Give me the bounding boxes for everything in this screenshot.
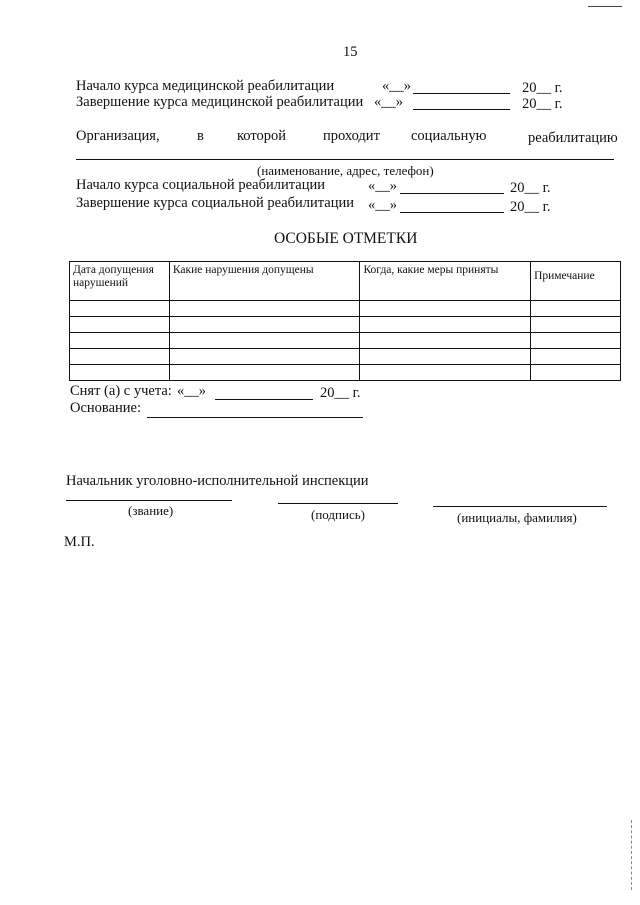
table-cell [360, 365, 531, 381]
social-end-label: Завершение курса социальной реабилитации [76, 195, 355, 211]
table-cell [360, 333, 531, 349]
deregistration-month-blank [215, 399, 313, 400]
stamp-place: М.П. [64, 534, 95, 550]
medical-end-month-blank [413, 109, 510, 110]
table-cell [531, 349, 621, 365]
table-cell [70, 349, 170, 365]
name-caption: (инициалы, фамилия) [457, 510, 577, 525]
table-cell [360, 349, 531, 365]
section-title: ОСОБЫЕ ОТМЕТКИ [274, 230, 418, 247]
table-cell [70, 301, 170, 317]
table-cell [169, 349, 360, 365]
table-cell [70, 365, 170, 381]
org-word-4: проходит [323, 128, 380, 144]
col-header-notes: Примечание [531, 262, 621, 301]
medical-start-year: 20__ г. [522, 80, 563, 96]
table-cell [70, 333, 170, 349]
table-cell [531, 301, 621, 317]
table-cell [360, 301, 531, 317]
social-start-month-blank [400, 193, 504, 194]
social-start-day: «__» [368, 178, 397, 194]
medical-end-year: 20__ г. [522, 96, 563, 112]
deregistration-label: Снят (а) с учета: [70, 383, 172, 399]
table-row [70, 349, 621, 365]
table-cell [531, 365, 621, 381]
signature-caption: (подпись) [311, 507, 365, 522]
scan-mark [588, 6, 622, 7]
social-start-label: Начало курса социальной реабилитации [76, 177, 325, 193]
medical-start-label: Начало курса медицинской реабилитации [76, 78, 335, 94]
table-cell [169, 317, 360, 333]
table-cell [169, 333, 360, 349]
medical-end-day: «__» [374, 94, 403, 110]
col-header-measures: Когда, какие меры приняты [360, 262, 531, 301]
name-line [433, 506, 607, 507]
rank-line [66, 500, 232, 501]
basis-blank-line [147, 417, 363, 418]
medical-end-label: Завершение курса медицинской реабилитации [76, 94, 364, 110]
table-row [70, 365, 621, 381]
scan-edge-mark [631, 820, 632, 890]
social-end-month-blank [400, 212, 504, 213]
org-word-2: в [197, 128, 204, 144]
table-header-row [70, 262, 621, 301]
org-word-5: социальную [411, 128, 487, 144]
deregistration-year: 20__ г. [320, 385, 361, 401]
basis-label: Основание: [70, 400, 141, 416]
table-cell [531, 317, 621, 333]
org-word-3: которой [237, 128, 287, 144]
col-header-date: Дата допущения нарушений [70, 262, 170, 301]
table-cell [169, 301, 360, 317]
social-start-year: 20__ г. [510, 180, 551, 196]
medical-start-day: «__» [382, 78, 411, 94]
inspection-head-title: Начальник уголовно-исполнительной инспекции [66, 473, 369, 489]
deregistration-day: «__» [177, 383, 206, 399]
org-word-1: Организация, [76, 128, 160, 144]
table-cell [70, 317, 170, 333]
table-row [70, 317, 621, 333]
table-cell [169, 365, 360, 381]
table-cell [531, 333, 621, 349]
rank-caption: (звание) [128, 503, 174, 518]
table-row [70, 301, 621, 317]
special-marks-table [69, 261, 621, 381]
social-end-year: 20__ г. [510, 199, 551, 215]
signature-line [278, 503, 398, 504]
col-header-violations: Какие нарушения допущены [169, 262, 360, 301]
org-word-6: реабилитацию [528, 130, 618, 146]
page-number: 15 [343, 44, 358, 60]
table-row [70, 333, 621, 349]
social-end-day: «__» [368, 197, 397, 213]
org-caption: (наименование, адрес, телефон) [257, 163, 434, 178]
table-cell [360, 317, 531, 333]
medical-start-month-blank [413, 93, 510, 94]
org-blank-line [76, 159, 614, 160]
